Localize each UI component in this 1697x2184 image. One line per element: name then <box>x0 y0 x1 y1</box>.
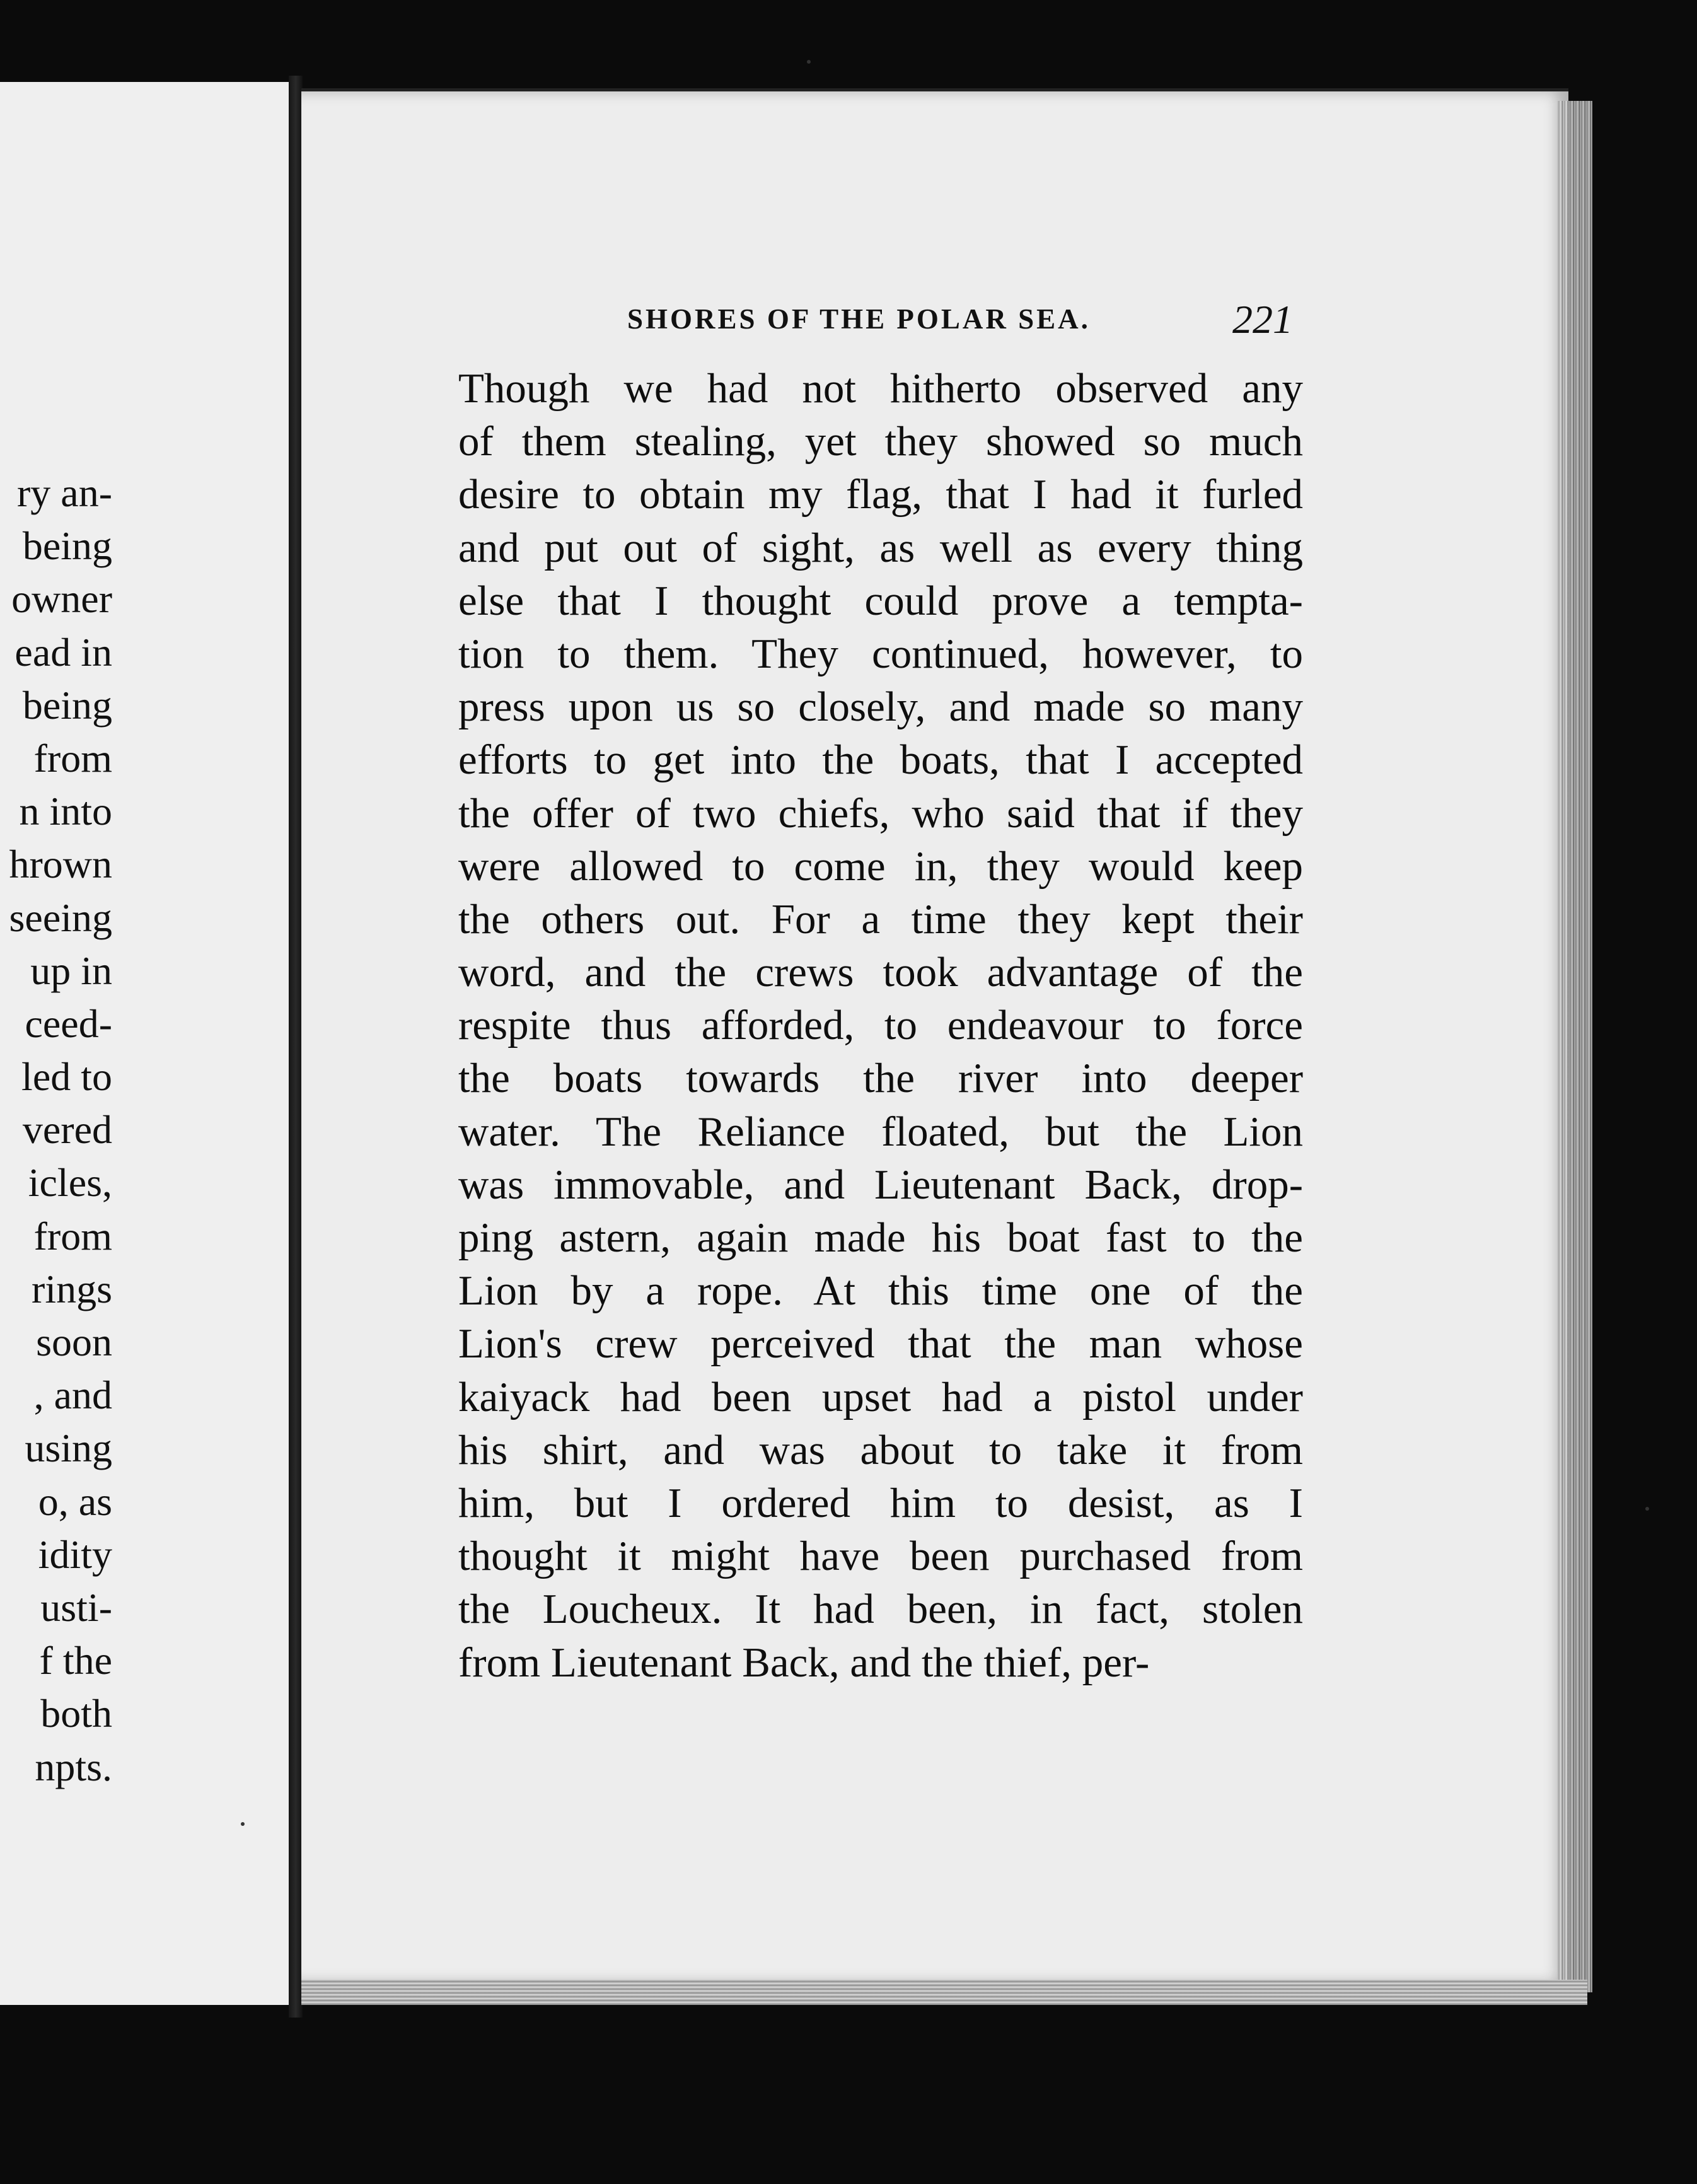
text-line: else that I thought could prove a tempta- <box>458 577 1303 624</box>
facing-text-line: o, as <box>38 1478 112 1524</box>
text-line: from Lieutenant Back, and the thief, per- <box>458 1639 1150 1686</box>
text-line: of them stealing, yet they showed so much <box>458 418 1303 465</box>
text-line: his shirt, and was about to take it from <box>458 1426 1303 1473</box>
text-line: water. The Reliance floated, but the Lion <box>458 1108 1303 1155</box>
facing-page-text <box>0 467 289 1794</box>
dust-speck <box>807 60 811 64</box>
facing-text-line: n into <box>19 789 112 834</box>
text-line: the offer of two chiefs, who said that if they <box>458 789 1303 837</box>
text-line: the boats towards the river into deeper <box>458 1055 1303 1102</box>
text-line: the others out. For a time they kept their <box>458 895 1303 943</box>
facing-text-line: vered <box>22 1107 112 1153</box>
facing-text-line: ry an- <box>16 470 112 515</box>
text-line: efforts to get into the boats, that I accepted <box>458 736 1303 784</box>
facing-text-line: icles, <box>28 1160 112 1205</box>
text-line: the Loucheux. It had been, in fact, stolen <box>458 1586 1303 1633</box>
text-line: press upon us so closely, and made so many <box>458 683 1303 731</box>
page-bottom-edge <box>301 1980 1587 2005</box>
running-head: SHORES OF THE POLAR SEA. <box>627 303 1091 335</box>
text-line: thought it might have been purchased from <box>458 1533 1303 1580</box>
facing-text-line: , and <box>33 1373 112 1418</box>
text-line: him, but I ordered him to desist, as I <box>458 1479 1303 1526</box>
page-number: 221 <box>1232 297 1293 342</box>
dust-speck <box>241 1822 245 1826</box>
text-line: ping astern, again made his boat fast to the <box>458 1214 1303 1261</box>
facing-text-line: using <box>25 1426 112 1471</box>
facing-text-line: up in <box>30 948 112 993</box>
text-line: were allowed to come in, they would keep <box>458 842 1303 890</box>
facing-text-line: being <box>22 682 112 728</box>
text-line: kaiyack had been upset had a pistol under <box>458 1373 1303 1420</box>
text-line: word, and the crews took advantage of the <box>458 949 1303 996</box>
facing-text-line: being <box>22 523 112 569</box>
text-line: Lion's crew perceived that the man whose <box>458 1320 1303 1368</box>
facing-text-line: rings <box>32 1266 112 1311</box>
book-gutter <box>289 76 303 2018</box>
text-line: Lion by a rope. At this time one of the <box>458 1267 1303 1315</box>
facing-text-line: both <box>40 1691 112 1736</box>
facing-text-line: from <box>33 735 112 781</box>
facing-text-line: led to <box>21 1054 112 1100</box>
facing-text-line: from <box>33 1213 112 1258</box>
facing-text-line: f the <box>39 1638 112 1683</box>
facing-text-line: npts. <box>35 1744 112 1789</box>
facing-page-left <box>0 82 292 2005</box>
page-fore-edge <box>1557 101 1592 1992</box>
text-line: desire to obtain my flag, that I had it furled <box>458 471 1303 518</box>
text-line: Though we had not hitherto observed any <box>458 365 1303 412</box>
text-line: and put out of sight, as well as every thing <box>458 524 1303 571</box>
facing-text-line: ead in <box>14 629 112 675</box>
facing-text-line: soon <box>36 1320 112 1364</box>
facing-text-line: seeing <box>9 895 112 940</box>
facing-text-line: usti- <box>40 1584 112 1630</box>
text-line: respite thus afforded, to endeavour to force <box>458 1002 1303 1049</box>
facing-text-line: hrown <box>9 842 112 887</box>
dust-speck <box>1645 1507 1649 1511</box>
text-line: tion to them. They continued, however, to <box>458 630 1303 677</box>
body-text <box>458 362 1303 1689</box>
facing-text-line: idity <box>38 1531 112 1577</box>
facing-text-line: ceed- <box>25 1001 112 1046</box>
facing-text-line: owner <box>11 576 112 622</box>
text-line: was immovable, and Lieutenant Back, drop- <box>458 1161 1303 1208</box>
